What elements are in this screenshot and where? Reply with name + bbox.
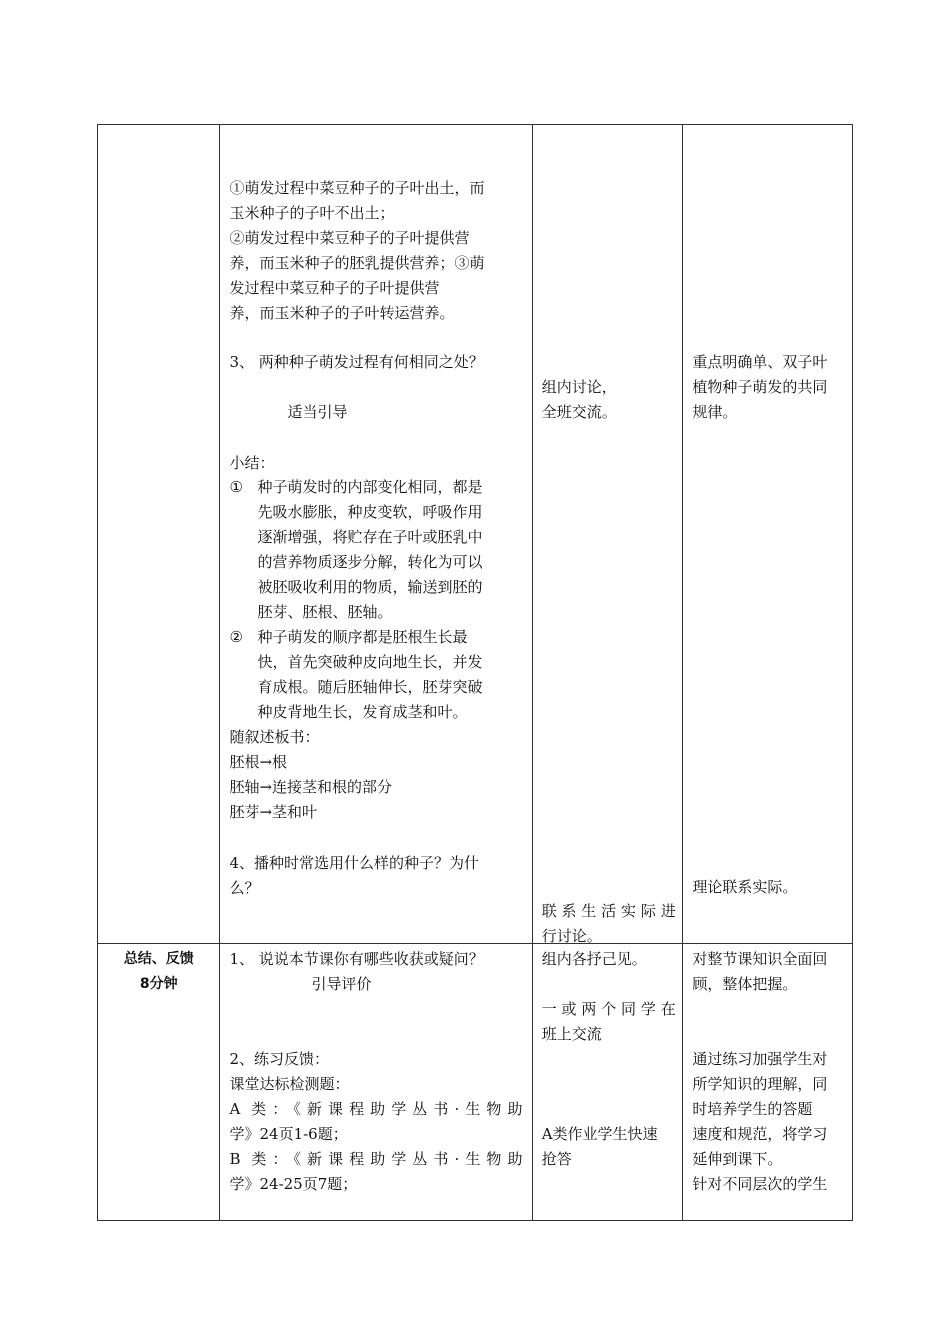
text-line: 时培养学生的答题	[692, 1100, 813, 1118]
lesson-plan-table	[97, 124, 853, 1221]
quick-answer-text	[542, 1122, 658, 1172]
text-line: 胚芽、胚根、胚轴。	[257, 603, 393, 621]
teacher-guide: 适当引导	[287, 403, 348, 421]
summary-title: 小结：	[229, 454, 275, 472]
text-line: 针对不同层次的学生	[692, 1175, 828, 1193]
text-line: 通过练习加强学生对	[692, 1050, 828, 1068]
text-line: B 类：《新课程助学丛书·生物助	[229, 1150, 523, 1168]
question-1: 1、 说说本节课你有哪些收获或疑问？	[229, 950, 484, 968]
text-line: 4、播种时常选用什么样的种子？为什	[229, 854, 480, 872]
text-line: 所学知识的理解，同	[692, 1075, 828, 1093]
text-line: 快，首先突破种皮向地生长，并发	[257, 653, 483, 671]
item-text	[257, 625, 482, 725]
review-text	[692, 947, 827, 997]
practice-intent-text	[692, 1047, 827, 1197]
text-line: 胚根→根	[229, 753, 288, 771]
text-line: 胚轴→连接茎和根的部分	[229, 778, 393, 796]
teaching-content-cell	[220, 944, 532, 1221]
text-line: 养，而玉米种子的胚乳提供营养；③萌	[229, 254, 485, 272]
exercise-b	[229, 1147, 522, 1197]
item-number: ②	[229, 628, 243, 646]
table-row	[98, 944, 853, 1221]
text-line: 的营养物质逐步分解，转化为可以	[257, 553, 483, 571]
text-line: 抢答	[541, 1150, 572, 1168]
exercise-a	[229, 1097, 522, 1147]
teacher-guide: 引导评价	[311, 975, 372, 993]
theory-text: 理论联系实际。	[692, 878, 798, 896]
stage-title	[98, 947, 219, 997]
text-line: 班上交流	[541, 1025, 602, 1043]
text-line: 重点明确单、双子叶	[692, 353, 828, 371]
board-title: 随叙述板书：	[229, 728, 320, 746]
text-line: 延伸到课下。	[692, 1150, 783, 1168]
text-line: 规律。	[692, 403, 738, 421]
text-line: 胚芽→茎和叶	[229, 803, 318, 821]
text-line: 先吸水膨胀，种皮变软，呼吸作用	[257, 503, 483, 521]
life-link-text	[542, 899, 676, 949]
text-line: ②萌发过程中菜豆种子的子叶提供营	[229, 229, 470, 247]
question-3: 3、 两种种子萌发过程有何相同之处？	[229, 353, 484, 371]
item-number: ①	[229, 478, 243, 496]
text-line: 种子萌发时的内部变化相同，都是	[257, 478, 483, 496]
text-line: 养，而玉米种子的子叶转运营养。	[229, 304, 455, 322]
text-line: 总结、反馈	[123, 951, 194, 967]
text-line: 对整节课知识全面回	[692, 950, 828, 968]
practice-subtitle: 课堂达标检测题：	[229, 1075, 350, 1093]
text-line: 联系生活实际进	[541, 902, 676, 920]
text-line: 被胚吸收利用的物质，输送到胚的	[257, 578, 483, 596]
student-activity-cell	[532, 944, 683, 1221]
text-line: A类作业学生快速	[541, 1125, 658, 1143]
text-line: 么？	[229, 879, 260, 897]
text-line: 植物种子萌发的共同	[692, 378, 828, 396]
item-text	[257, 475, 482, 625]
text-line: A 类：《新课程助学丛书·生物助	[229, 1100, 523, 1118]
text-line: 学》24页1-6题；	[229, 1125, 348, 1143]
text-line: 行讨论。	[541, 927, 602, 945]
opinion-text: 组内各抒己见。	[541, 950, 647, 968]
text-line: ①萌发过程中菜豆种子的子叶出土，而	[229, 179, 485, 197]
student-activity-cell	[532, 125, 683, 944]
text-line: 逐渐增强，将贮存在子叶或胚乳中	[257, 528, 483, 546]
discussion-text	[542, 375, 617, 425]
text-line: 种子萌发的顺序都是胚根生长最	[257, 628, 468, 646]
text-line: 全班交流。	[541, 403, 617, 421]
text-line: 种皮背地生长，发育成茎和叶。	[257, 703, 468, 721]
text-line: 一或两个同学在	[541, 1000, 676, 1018]
text-line: 顾，整体把握。	[692, 975, 798, 993]
difference-text	[229, 176, 484, 326]
stage-cell	[98, 944, 220, 1221]
text-line: 组内讨论，	[541, 378, 617, 396]
text-line: 学》24-25页7题；	[229, 1175, 358, 1193]
question-4	[229, 851, 479, 901]
text-line: 育成根。随后胚轴伸长，胚芽突破	[257, 678, 483, 696]
focus-text	[692, 350, 827, 425]
text-line: 8分钟	[139, 976, 178, 992]
text-line: 玉米种子的子叶不出土；	[229, 204, 395, 222]
stage-cell	[98, 125, 220, 944]
design-intent-cell	[683, 125, 853, 944]
board-notes	[229, 750, 392, 825]
text-line: 速度和规范，将学习	[692, 1125, 828, 1143]
table-row	[98, 125, 853, 944]
text-line: 发过程中菜豆种子的子叶提供营	[229, 279, 440, 297]
teaching-content-cell	[220, 125, 532, 944]
practice-title: 2、练习反馈：	[229, 1050, 330, 1068]
share-text	[542, 997, 676, 1047]
design-intent-cell	[683, 944, 853, 1221]
